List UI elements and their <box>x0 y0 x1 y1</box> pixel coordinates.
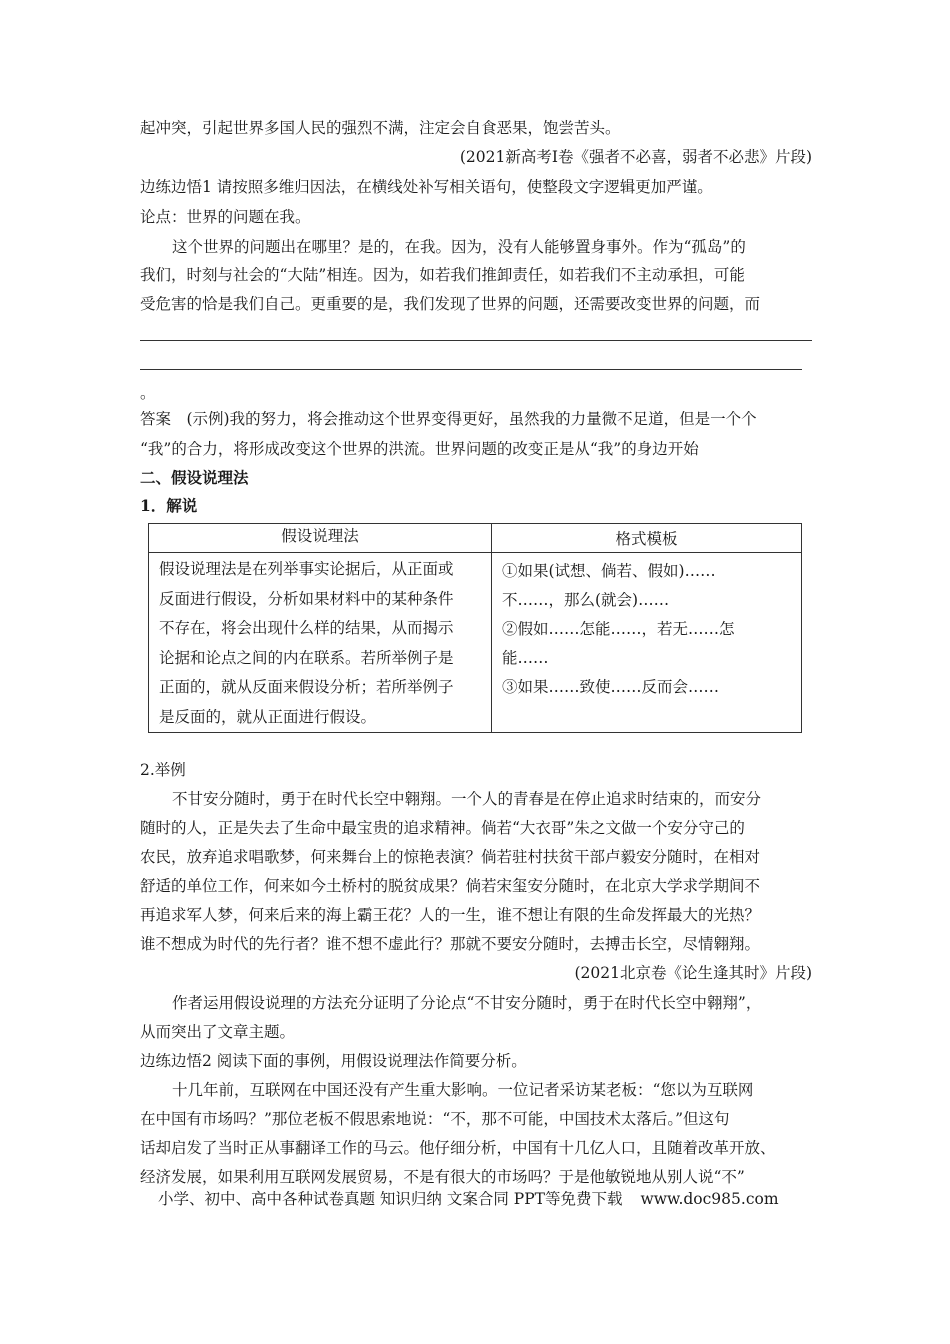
section-heading: 二、假设说理法 <box>140 468 249 487</box>
cell-text: 不……，那么(就会)…… <box>502 591 670 609</box>
cell-text: ①如果(试想、倘若、假如)…… <box>502 562 716 580</box>
story-line: 经济发展，如果利用互联网发展贸易，不是有很大的市场吗？于是他敏锐地从别人说“不” <box>140 1168 745 1186</box>
subsection-heading: 1．解说 <box>140 496 198 515</box>
story-line: 在中国有市场吗？”那位老板不假思索地说：“不，那不可能，中国技术太落后。”但这句 <box>140 1110 730 1128</box>
answer-blank-line <box>140 369 802 370</box>
cell-text: 论据和论点之间的内在联系。若所举例子是 <box>159 648 454 667</box>
table-header: 格式模板 <box>492 524 802 553</box>
paragraph-line: 受危害的恰是我们自己。更重要的是，我们发现了世界的问题，还需要改变世界的问题，而 <box>140 295 761 313</box>
footer-url[interactable]: www.doc985.com <box>640 1190 779 1208</box>
answer-blank-line <box>140 340 812 341</box>
example-line: 谁不想成为时代的先行者？谁不想不虚此行？那就不要安分随时，去搏击长空，尽情翱翔。 <box>140 935 761 953</box>
story-line: 话却启发了当时正从事翻译工作的马云。他仔细分析，中国有十几亿人口，且随着改革开放、 <box>140 1139 776 1157</box>
example-line: 随时的人，正是失去了生命中最宝贵的追求精神。倘若“大衣哥”朱之文做一个安分守己的 <box>140 819 745 837</box>
footer-text: 小学、初中、高中各种试卷真题 知识归纳 文案合同 PPT等免费下载 <box>158 1190 623 1208</box>
method-table <box>148 523 802 733</box>
analysis-line: 从而突出了文章主题。 <box>140 1023 296 1041</box>
analysis-line: 作者运用假设说理的方法充分证明了分论点“不甘安分随时，勇于在时代长空中翱翔”， <box>172 994 762 1012</box>
cell-text: 假设说理法是在列举事实论据后，从正面或 <box>159 560 454 578</box>
subsection-heading: 2.举例 <box>140 761 186 779</box>
answer-line: 答案 (示例)我的努力，将会推动这个世界变得更好，虽然我的力量微不足道，但是一个个 <box>140 410 757 428</box>
example-line: 不甘安分随时，勇于在时代长空中翱翔。一个人的青春是在停止追求时结束的，而安分 <box>172 790 762 808</box>
cell-text: 反面进行假设，分析如果材料中的某种条件 <box>159 589 454 608</box>
cell-text: 能…… <box>502 649 549 667</box>
cell-text: 不存在，将会出现什么样的结果，从而揭示 <box>159 619 454 637</box>
cell-text: ②假如……怎能……，若无……怎 <box>502 620 735 638</box>
example-line: 舒适的单位工作，何来如今土桥村的脱贫成果？倘若宋玺安分随时，在北京大学求学期间不 <box>140 877 761 895</box>
example-line: 再追求军人梦，何来后来的海上霸王花？人的一生，谁不想让有限的生命发挥最大的光热？ <box>140 906 761 924</box>
text-line: 起冲突，引起世界多国人民的强烈不满，注定会自食恶果，饱尝苦头。 <box>140 119 621 137</box>
template-cell <box>492 553 802 733</box>
definition-cell <box>149 553 492 733</box>
cell-text: ③如果……致使……反而会…… <box>502 678 720 696</box>
cell-text: 正面的，就从反面来假设分析；若所举例子 <box>159 678 454 696</box>
source-citation: (2021北京卷《论生逢其时》片段) <box>574 964 812 982</box>
answer-line: “我”的合力，将形成改变这个世界的洪流。世界问题的改变正是从“我”的身边开始 <box>140 440 699 458</box>
paragraph-line: 这个世界的问题出在哪里？是的，在我。因为，没有人能够置身事外。作为“孤岛”的 <box>172 238 746 256</box>
exercise-prompt: 边练边悟2 阅读下面的事例，用假设说理法作简要分析。 <box>140 1052 527 1070</box>
exercise-prompt: 边练边悟1 请按照多维归因法，在横线处补写相关语句，使整段文字逻辑更加严谨。 <box>140 178 713 196</box>
cell-text: 是反面的，就从正面进行假设。 <box>159 707 377 726</box>
page-footer <box>158 1189 779 1209</box>
example-line: 农民，放弃追求唱歌梦，何来舞台上的惊艳表演？倘若驻村扶贫干部卢毅安分随时，在相对 <box>140 848 761 866</box>
thesis-line: 论点：世界的问题在我。 <box>140 208 311 226</box>
period-mark: 。 <box>140 384 156 402</box>
source-citation: (2021新高考Ⅰ卷《强者不必喜，弱者不必悲》片段) <box>459 148 812 166</box>
paragraph-line: 我们，时刻与社会的“大陆”相连。因为，如若我们推卸责任，如若我们不主动承担，可能 <box>140 266 745 284</box>
table-header: 假设说理法 <box>149 524 492 553</box>
story-line: 十几年前，互联网在中国还没有产生重大影响。一位记者采访某老板：“您以为互联网 <box>172 1081 754 1099</box>
